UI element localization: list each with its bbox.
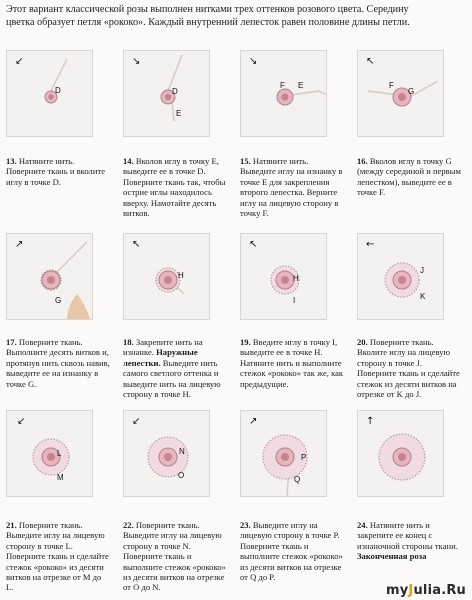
point-label-P: P [301, 453, 307, 462]
step-number: 22. [123, 520, 136, 530]
step-number: 24. [357, 520, 370, 530]
point-label-H: H [178, 271, 184, 280]
direction-arrow-icon: ↖ [366, 56, 375, 67]
step-text: Выведите иглу на лицевую сторону в точке P. Поверните ткань и выполните стежок «рококо» из десяти витков на отрезке от Q до P. [240, 520, 343, 583]
step-number: 18. [123, 337, 136, 347]
point-label-G: G [408, 87, 415, 96]
step-photo-23 [240, 410, 327, 497]
step-photo-17 [6, 233, 93, 320]
step-photo-22 [123, 410, 210, 497]
direction-arrow-icon: ↙ [15, 56, 24, 67]
point-label-F: F [280, 81, 285, 90]
point-label-G: G [55, 296, 62, 305]
point-label-Q: Q [294, 475, 301, 484]
direction-arrow-icon: ↗ [15, 239, 24, 250]
step-number: 23. [240, 520, 253, 530]
step-caption-18 [123, 337, 227, 399]
step-number: 19. [240, 337, 253, 347]
step-text: Введите иглу в точку I, выведите ее в точке H. Натяните нить и выполните стежок «рококо» так же, как предыдущие. [240, 337, 344, 389]
step-text: Закрепите нить на изнанке. Наружные лепестки. Выведите нить самого светлого оттенка и выведите нить на лицевую сторону в точке H. [123, 337, 221, 400]
step-text: Натяните нить. Выведите иглу на изнанку в точке E для закрепления второго лепестка. Верните иглу на лицевую сторону в точку F. [240, 156, 343, 219]
step-photo-16 [357, 50, 444, 137]
step-caption-20 [357, 337, 461, 399]
step-photo-19 [240, 233, 327, 320]
step-number: 13. [6, 156, 19, 166]
step-photo-18 [123, 233, 210, 320]
point-label-J: J [420, 266, 424, 275]
site-watermark: myJulia.Ru [385, 583, 466, 598]
point-label-H: H [293, 274, 299, 283]
intro-text [6, 3, 468, 29]
step-number: 14. [123, 156, 136, 166]
step-text: Натяните нить и закрепите ее конец с изнаночной стороны ткани. Законченная роза [357, 520, 458, 562]
point-label-E: E [176, 109, 182, 118]
step-photo-13 [6, 50, 93, 137]
step-text: Натяните нить. Поверните ткань и вколите иглу в точке D. [6, 156, 106, 187]
step-caption-13 [6, 156, 110, 187]
step-text: Вколов иглу в точку G (между серединой и первым лепестком), выведите ее в точке F. [357, 156, 461, 198]
point-label-F: F [389, 81, 394, 90]
point-label-O: O [178, 471, 185, 480]
step-photo-21 [6, 410, 93, 497]
step-caption-23 [240, 520, 344, 582]
step-photo-15 [240, 50, 327, 137]
step-caption-15 [240, 156, 344, 218]
step-text: Поверните ткань. Вколите иглу на лицевую сторону в точке J. Поверните ткань и сделайте стежок из десяти витков на отрезке от K до J. [357, 337, 460, 400]
direction-arrow-icon: ↗ [249, 416, 258, 427]
step-number: 16. [357, 156, 370, 166]
step-photo-14 [123, 50, 210, 137]
step-number: 15. [240, 156, 253, 166]
point-label-I: I [293, 296, 296, 305]
step-number: 17. [6, 337, 19, 347]
point-label-D: D [55, 86, 61, 95]
step-caption-19 [240, 337, 344, 389]
point-label-E: E [298, 81, 304, 90]
step-text: Поверните ткань. Выведите иглу на лицевую сторону в точке L. Поверните ткань и сделайте стежок «рококо» из десяти витков на отрезке от M до L. [6, 520, 109, 593]
point-label-K: K [420, 292, 426, 301]
point-label-D: D [172, 87, 178, 96]
step-caption-14 [123, 156, 227, 218]
step-caption-21 [6, 520, 110, 593]
step-text: Вколов иглу в точку E, выведите ее в точке D. Поверните ткань так, чтобы острие иглы находилось вверху. Намотайте десять витков. [123, 156, 226, 219]
intro-line-2: цветка образует петля «рококо». Каждый внутренний лепесток равен половине длины петли. [6, 17, 410, 28]
step-caption-17 [6, 337, 110, 389]
direction-arrow-icon: ↙ [132, 416, 141, 427]
point-label-M: M [57, 473, 64, 482]
point-label-L: L [57, 449, 62, 458]
step-caption-22 [123, 520, 227, 593]
direction-arrow-icon: ← [366, 239, 375, 250]
step-photo-24 [357, 410, 444, 497]
direction-arrow-icon: ↘ [249, 56, 258, 67]
step-number: 21. [6, 520, 19, 530]
direction-arrow-icon: ↙ [17, 416, 26, 427]
direction-arrow-icon: ↖ [249, 239, 258, 250]
direction-arrow-icon: ↘ [132, 56, 141, 67]
step-photo-20 [357, 233, 444, 320]
point-label-N: N [179, 447, 185, 456]
direction-arrow-icon: ↑ [366, 416, 375, 427]
step-caption-16 [357, 156, 461, 198]
step-caption-24 [357, 520, 461, 562]
intro-line-1: Этот вариант классической розы выполнен нитками трех оттенков розового цвета. Середину [6, 4, 409, 15]
step-number: 20. [357, 337, 370, 347]
direction-arrow-icon: ↖ [132, 239, 141, 250]
finger [67, 294, 91, 320]
step-text: Поверните ткань. Выполните десять витков и, протянув нить сквозь навив, выведите ее на изнанку в точке G. [6, 337, 110, 389]
step-text: Поверните ткань. Выведите иглу на лицевую сторону в точке N. Поверните ткань и выполните стежок «рококо» из десяти витков на отрезке от O до N. [123, 520, 226, 593]
